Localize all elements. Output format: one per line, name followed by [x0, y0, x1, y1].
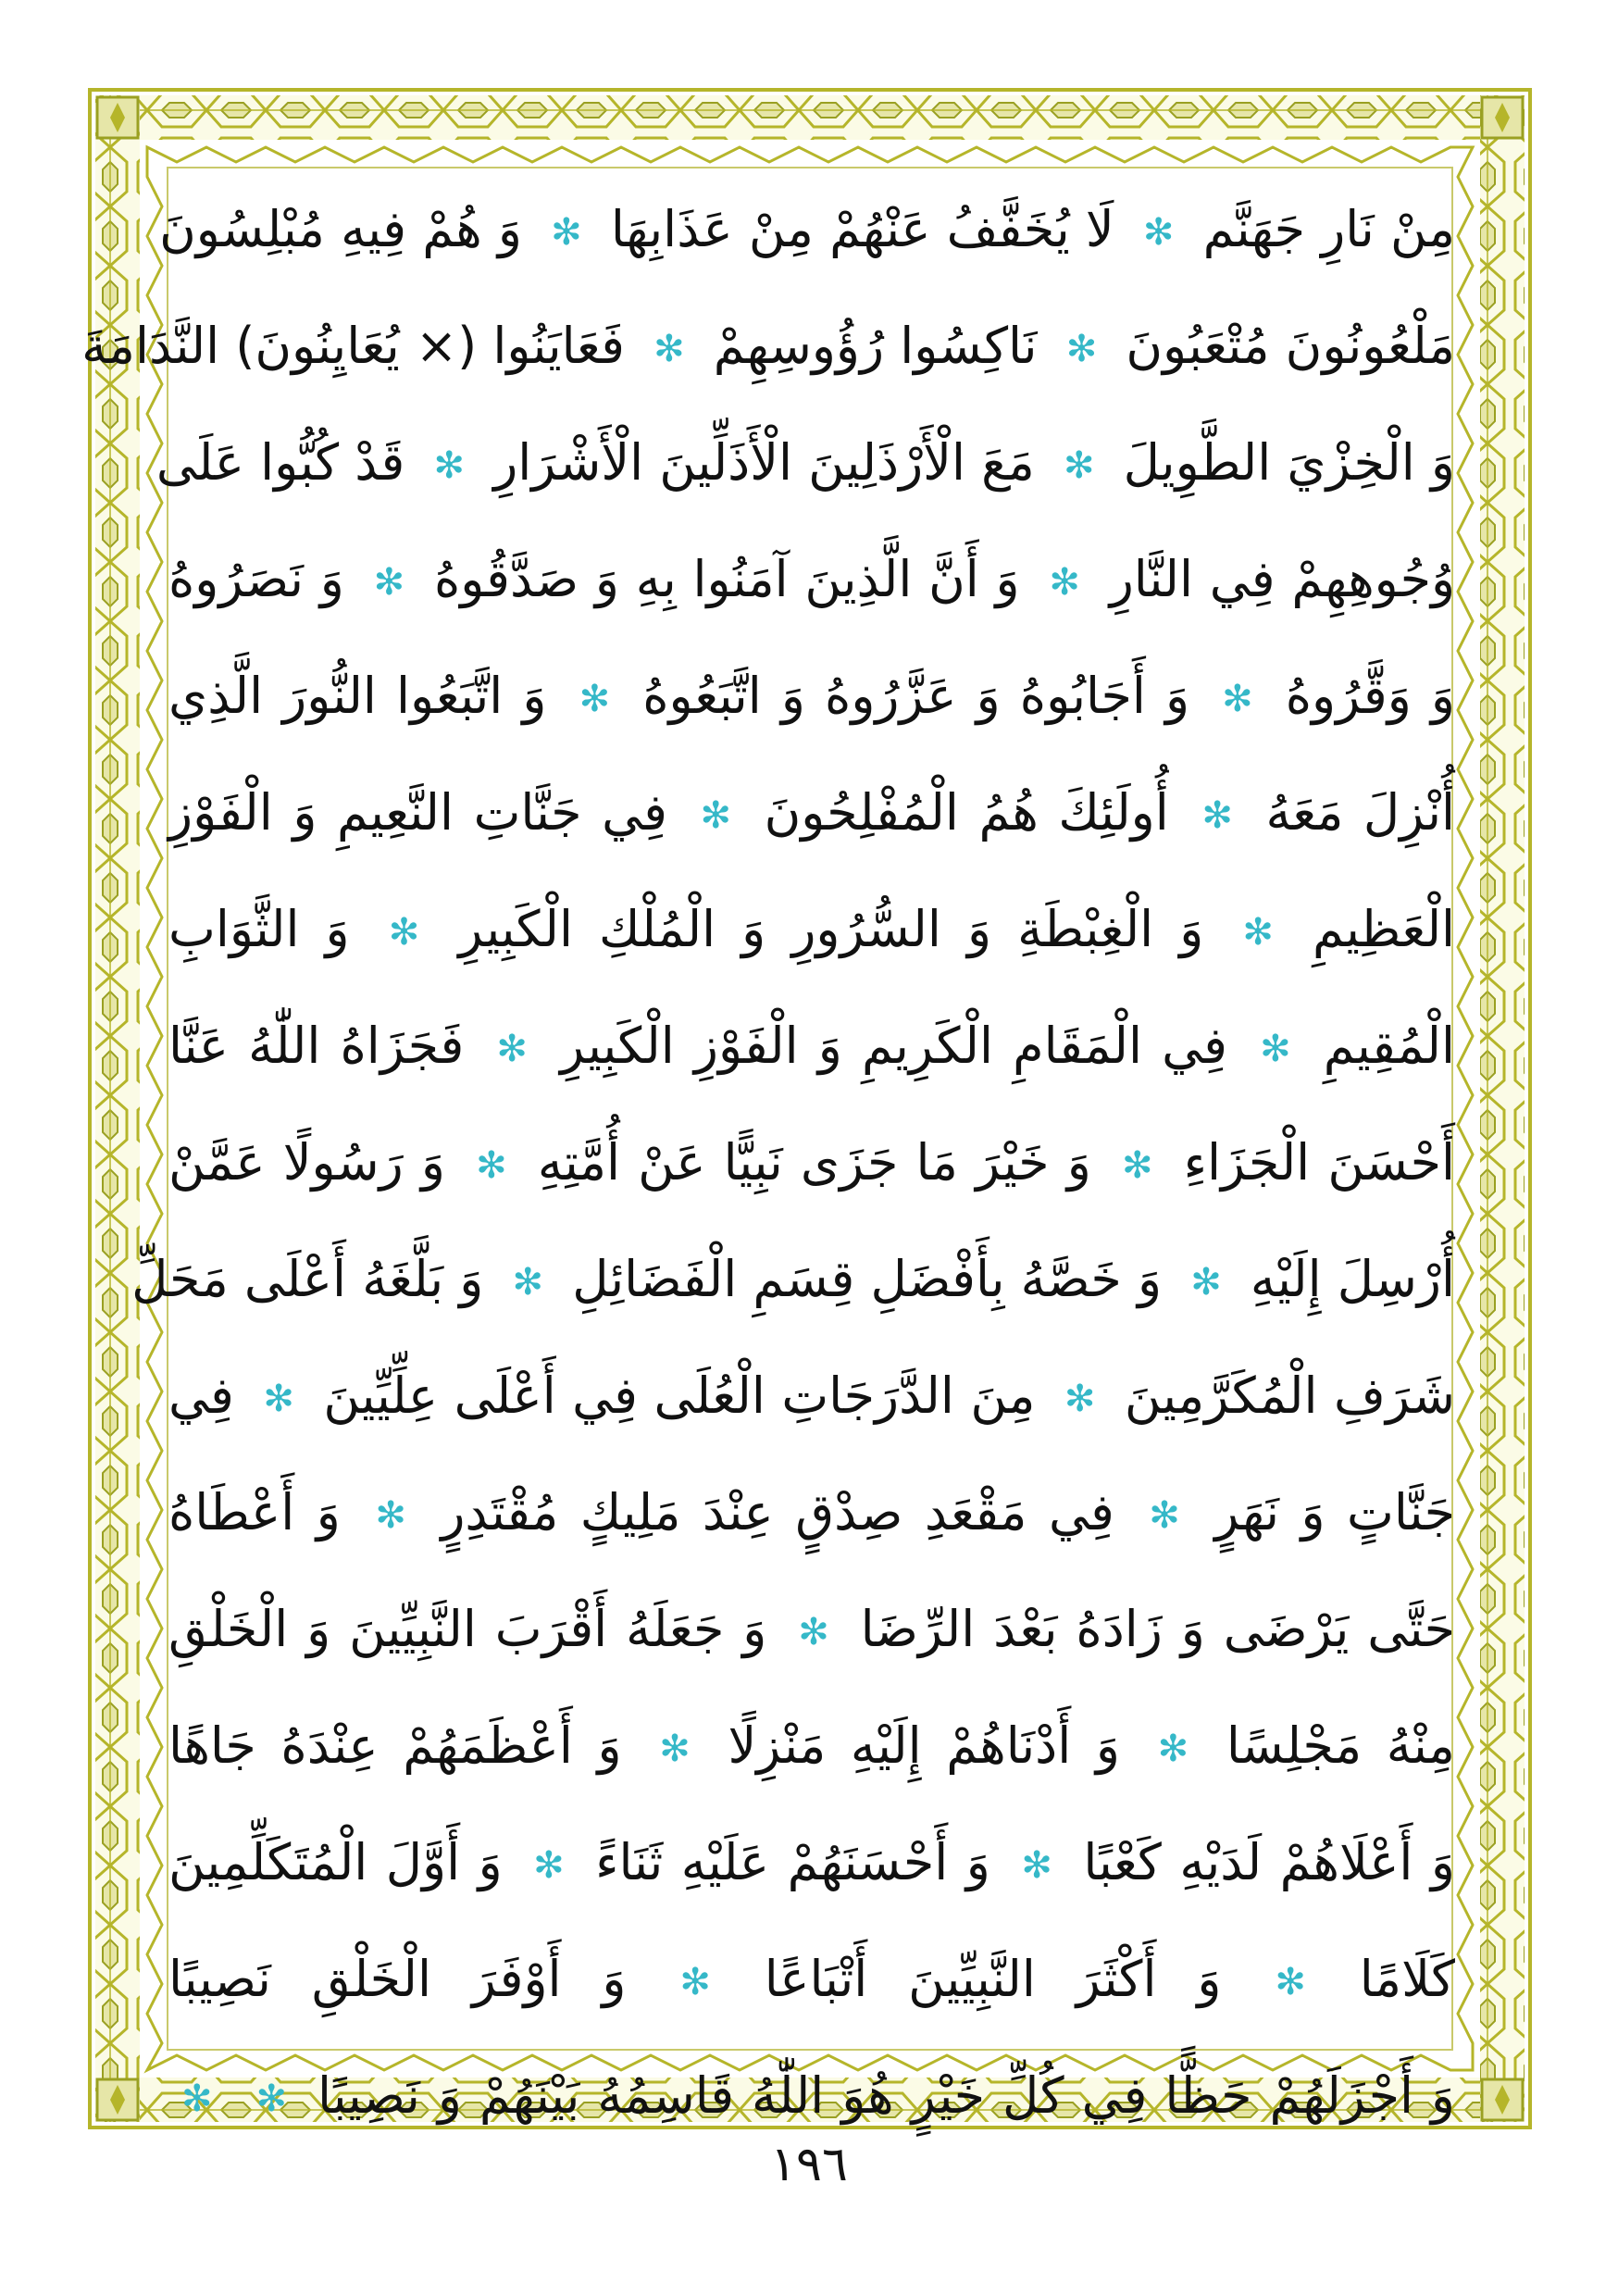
text-segment: فَجَزَاهُ اللّٰهُ عَنَّا: [168, 1017, 465, 1075]
text-segment: وَ وَقَّرُوهُ: [1285, 667, 1455, 725]
text-segment: وَ أَجَابُوهُ وَ عَزَّرُوهُ وَ اتَّبَعُوهُ: [642, 667, 1190, 725]
verse-separator-icon: ✻: [551, 211, 582, 255]
text-line: [131, 1221, 1455, 1338]
verse-separator-icon: ✻: [388, 911, 420, 955]
verse-separator-icon: ✻: [659, 1728, 691, 1771]
text-segment: قَدْ كُبُّوا عَلَى: [156, 433, 405, 492]
text-segment: مَلْعُونُونَ مُتْعَبُونَ: [1126, 317, 1455, 375]
verse-separator-icon: ✻: [496, 1028, 528, 1071]
text-segment: حَتَّى يَرْضَى وَ زَادَهُ بَعْدَ الرِّضَا: [860, 1600, 1455, 1658]
text-segment: شَرَفِ الْمُكَرَّمِينَ: [1124, 1366, 1455, 1425]
text-segment: وَ أَدْنَاهُمْ إِلَيْهِ مَنْزِلًا: [728, 1716, 1120, 1775]
text-segment: أَحْسَنَ الْجَزَاءِ: [1183, 1133, 1455, 1192]
text-line: [159, 171, 1455, 288]
verse-separator-icon: ✻: [1063, 444, 1095, 488]
text-segment: وَ الثَّوَابِ: [168, 900, 350, 958]
text-segment: فِي: [168, 1366, 234, 1425]
text-segment: أُرْسِلَ إِلَيْهِ: [1250, 1250, 1455, 1308]
text-segment: جَنَّاتٍ وَ نَهَرٍ: [1214, 1483, 1456, 1541]
text-line: [168, 1454, 1455, 1571]
text-segment: وَ رَسُولًا عَمَّنْ: [168, 1133, 445, 1192]
text-line: [168, 871, 1455, 988]
text-segment: وَ أَعْطَاهُ: [168, 1483, 341, 1541]
text-segment: مِنْهُ مَجْلِسًا: [1226, 1716, 1455, 1775]
verse-separator-icon: ✻: [263, 1378, 294, 1421]
verse-separator-icon: ✻: [1242, 911, 1274, 955]
text-body: [81, 171, 1456, 2125]
verse-separator-icon: ✻: [1201, 794, 1233, 838]
verse-separator-icon: ✻: [798, 1611, 829, 1654]
text-line: [168, 755, 1455, 871]
verse-separator-icon: ✻: [1149, 1494, 1180, 1538]
verse-separator-icon: ✻: [512, 1261, 544, 1304]
verse-separator-icon: ✻: [181, 2078, 213, 2121]
text-segment: أُولَئِكَ هُمُ الْمُفْلِحُونَ: [764, 783, 1169, 842]
text-segment: نَاكِسُوا رُؤُوسِهِمْ: [713, 317, 1038, 375]
text-line: [168, 1571, 1455, 1688]
text-line: [168, 1104, 1455, 1221]
text-segment: لَا يُخَفَّفُ عَنْهُمْ مِنْ عَذَابِهَا: [610, 200, 1114, 258]
page-number: ١٩٦: [770, 2137, 848, 2192]
text-segment: الْمُقِيمِ: [1323, 1017, 1455, 1075]
text-line: [156, 405, 1455, 521]
text-segment: فَعَايَنُوا (× يُعَايِنُونَ) النَّدَامَةَ: [81, 317, 625, 375]
text-segment: وُجُوهِهِمْ فِي النَّارِ: [1109, 550, 1456, 608]
verse-separator-icon: ✻: [1190, 1261, 1222, 1304]
text-line: [168, 1338, 1455, 1454]
text-segment: وَ أَحْسَنَهُمْ عَلَيْهِ ثَنَاءً: [595, 1833, 990, 1891]
text-segment: وَ خَيْرَ مَا جَزَى نَبِيًّا عَنْ أُمَّتِهِ: [537, 1133, 1091, 1192]
text-segment: أُنْزِلَ مَعَهُ: [1265, 783, 1455, 842]
verse-separator-icon: ✻: [255, 2078, 288, 2121]
text-segment: وَ الْخِزْيَ الطَّوِيلَ: [1123, 433, 1455, 492]
verse-separator-icon: ✻: [1049, 561, 1080, 605]
text-segment: وَ بَلَّغَهُ أَعْلَى مَحَلِّ: [131, 1250, 484, 1308]
verse-separator-icon: ✻: [1121, 1144, 1153, 1188]
verse-separator-icon: ✻: [476, 1144, 507, 1188]
verse-separator-icon: ✻: [679, 1961, 711, 2004]
text-line: [168, 1804, 1455, 1921]
text-segment: مِنْ نَارِ جَهَنَّم: [1202, 200, 1455, 258]
text-segment: وَ الْغِبْطَةِ وَ السُّرُورِ وَ الْمُلْكِ الْكَبِيرِ: [458, 900, 1204, 958]
verse-separator-icon: ✻: [1021, 1844, 1052, 1888]
verse-separator-icon: ✻: [1260, 1028, 1291, 1071]
text-line: [168, 1921, 1455, 2038]
text-line: [168, 988, 1455, 1104]
verse-separator-icon: ✻: [433, 444, 466, 488]
text-line: [81, 288, 1455, 405]
text-segment: فِي الْمَقَامِ الْكَرِيمِ وَ الْفَوْزِ الْكَبِيرِ: [560, 1017, 1227, 1075]
text-segment: وَ خَصَّهُ بِأَفْضَلِ قِسَمِ الْفَضَائِلِ: [572, 1250, 1163, 1308]
text-segment: وَ أَنَّ الَّذِينَ آمَنُوا بِهِ وَ صَدَّقُوهُ: [433, 550, 1020, 608]
verse-separator-icon: ✻: [700, 794, 732, 838]
text-segment: وَ أَعْظَمَهُمْ عِنْدَهُ جَاهًا: [168, 1716, 622, 1775]
verse-separator-icon: ✻: [1065, 328, 1098, 371]
verse-separator-icon: ✻: [579, 678, 611, 721]
verse-separator-icon: ✻: [1157, 1728, 1189, 1771]
text-segment: وَ أَعْلَاهُمْ لَدَيْهِ كَعْبًا: [1083, 1833, 1455, 1891]
text-segment: وَ هُمْ فِيهِ مُبْلِسُونَ: [159, 200, 522, 258]
text-segment: كَلَامًا: [1359, 1950, 1456, 2008]
text-line: [168, 638, 1455, 755]
text-segment: وَ أَوْفَرَ الْخَلْقِ نَصِيبًا: [168, 1950, 627, 2008]
text-segment: فِي جَنَّاتِ النَّعِيمِ وَ الْفَوْزِ: [168, 783, 667, 842]
text-segment: وَ جَعَلَهُ أَقْرَبَ النَّبِيِّينَ وَ الْخَلْقِ: [168, 1600, 767, 1658]
verse-separator-icon: ✻: [373, 561, 405, 605]
text-segment: مَعَ الْأَرْذَلِينَ الْأَذَلِّينَ الْأَشْرَارِ: [493, 433, 1035, 492]
verse-separator-icon: ✻: [1064, 1378, 1096, 1421]
text-segment: مِنَ الدَّرَجَاتِ الْعُلَى فِي أَعْلَى عِلِّيِّينَ: [323, 1366, 1036, 1425]
text-segment: فِي مَقْعَدِ صِدْقٍ عِنْدَ مَلِيكٍ مُقْتَدِرٍ: [441, 1483, 1114, 1541]
text-line: [168, 521, 1455, 638]
text-segment: وَ نَصَرُوهُ: [168, 550, 344, 608]
verse-separator-icon: ✻: [533, 1844, 565, 1888]
text-segment: وَ أَجْزَلَهُمْ حَظًّا فِي كُلِّ خَيْرٍ هُوَ اللّٰهُ قَاسِمُهُ بَيْنَهُمْ وَ نَصِيبًا: [317, 2066, 1456, 2125]
verse-separator-icon: ✻: [1222, 678, 1253, 721]
verse-separator-icon: ✻: [1275, 1961, 1306, 2004]
text-segment: وَ اتَّبَعُوا النُّورَ الَّذِي: [168, 667, 547, 725]
text-segment: وَ أَكْثَرَ النَّبِيِّينَ أَتْبَاعًا: [764, 1950, 1222, 2008]
text-segment: وَ أَوَّلَ الْمُتَكَلِّمِينَ: [168, 1833, 503, 1891]
verse-separator-icon: ✻: [1142, 211, 1175, 255]
text-segment: الْعَظِيمِ: [1312, 900, 1456, 958]
verse-separator-icon: ✻: [375, 1494, 406, 1538]
text-line: [168, 1688, 1455, 1804]
verse-separator-icon: ✻: [653, 328, 685, 371]
